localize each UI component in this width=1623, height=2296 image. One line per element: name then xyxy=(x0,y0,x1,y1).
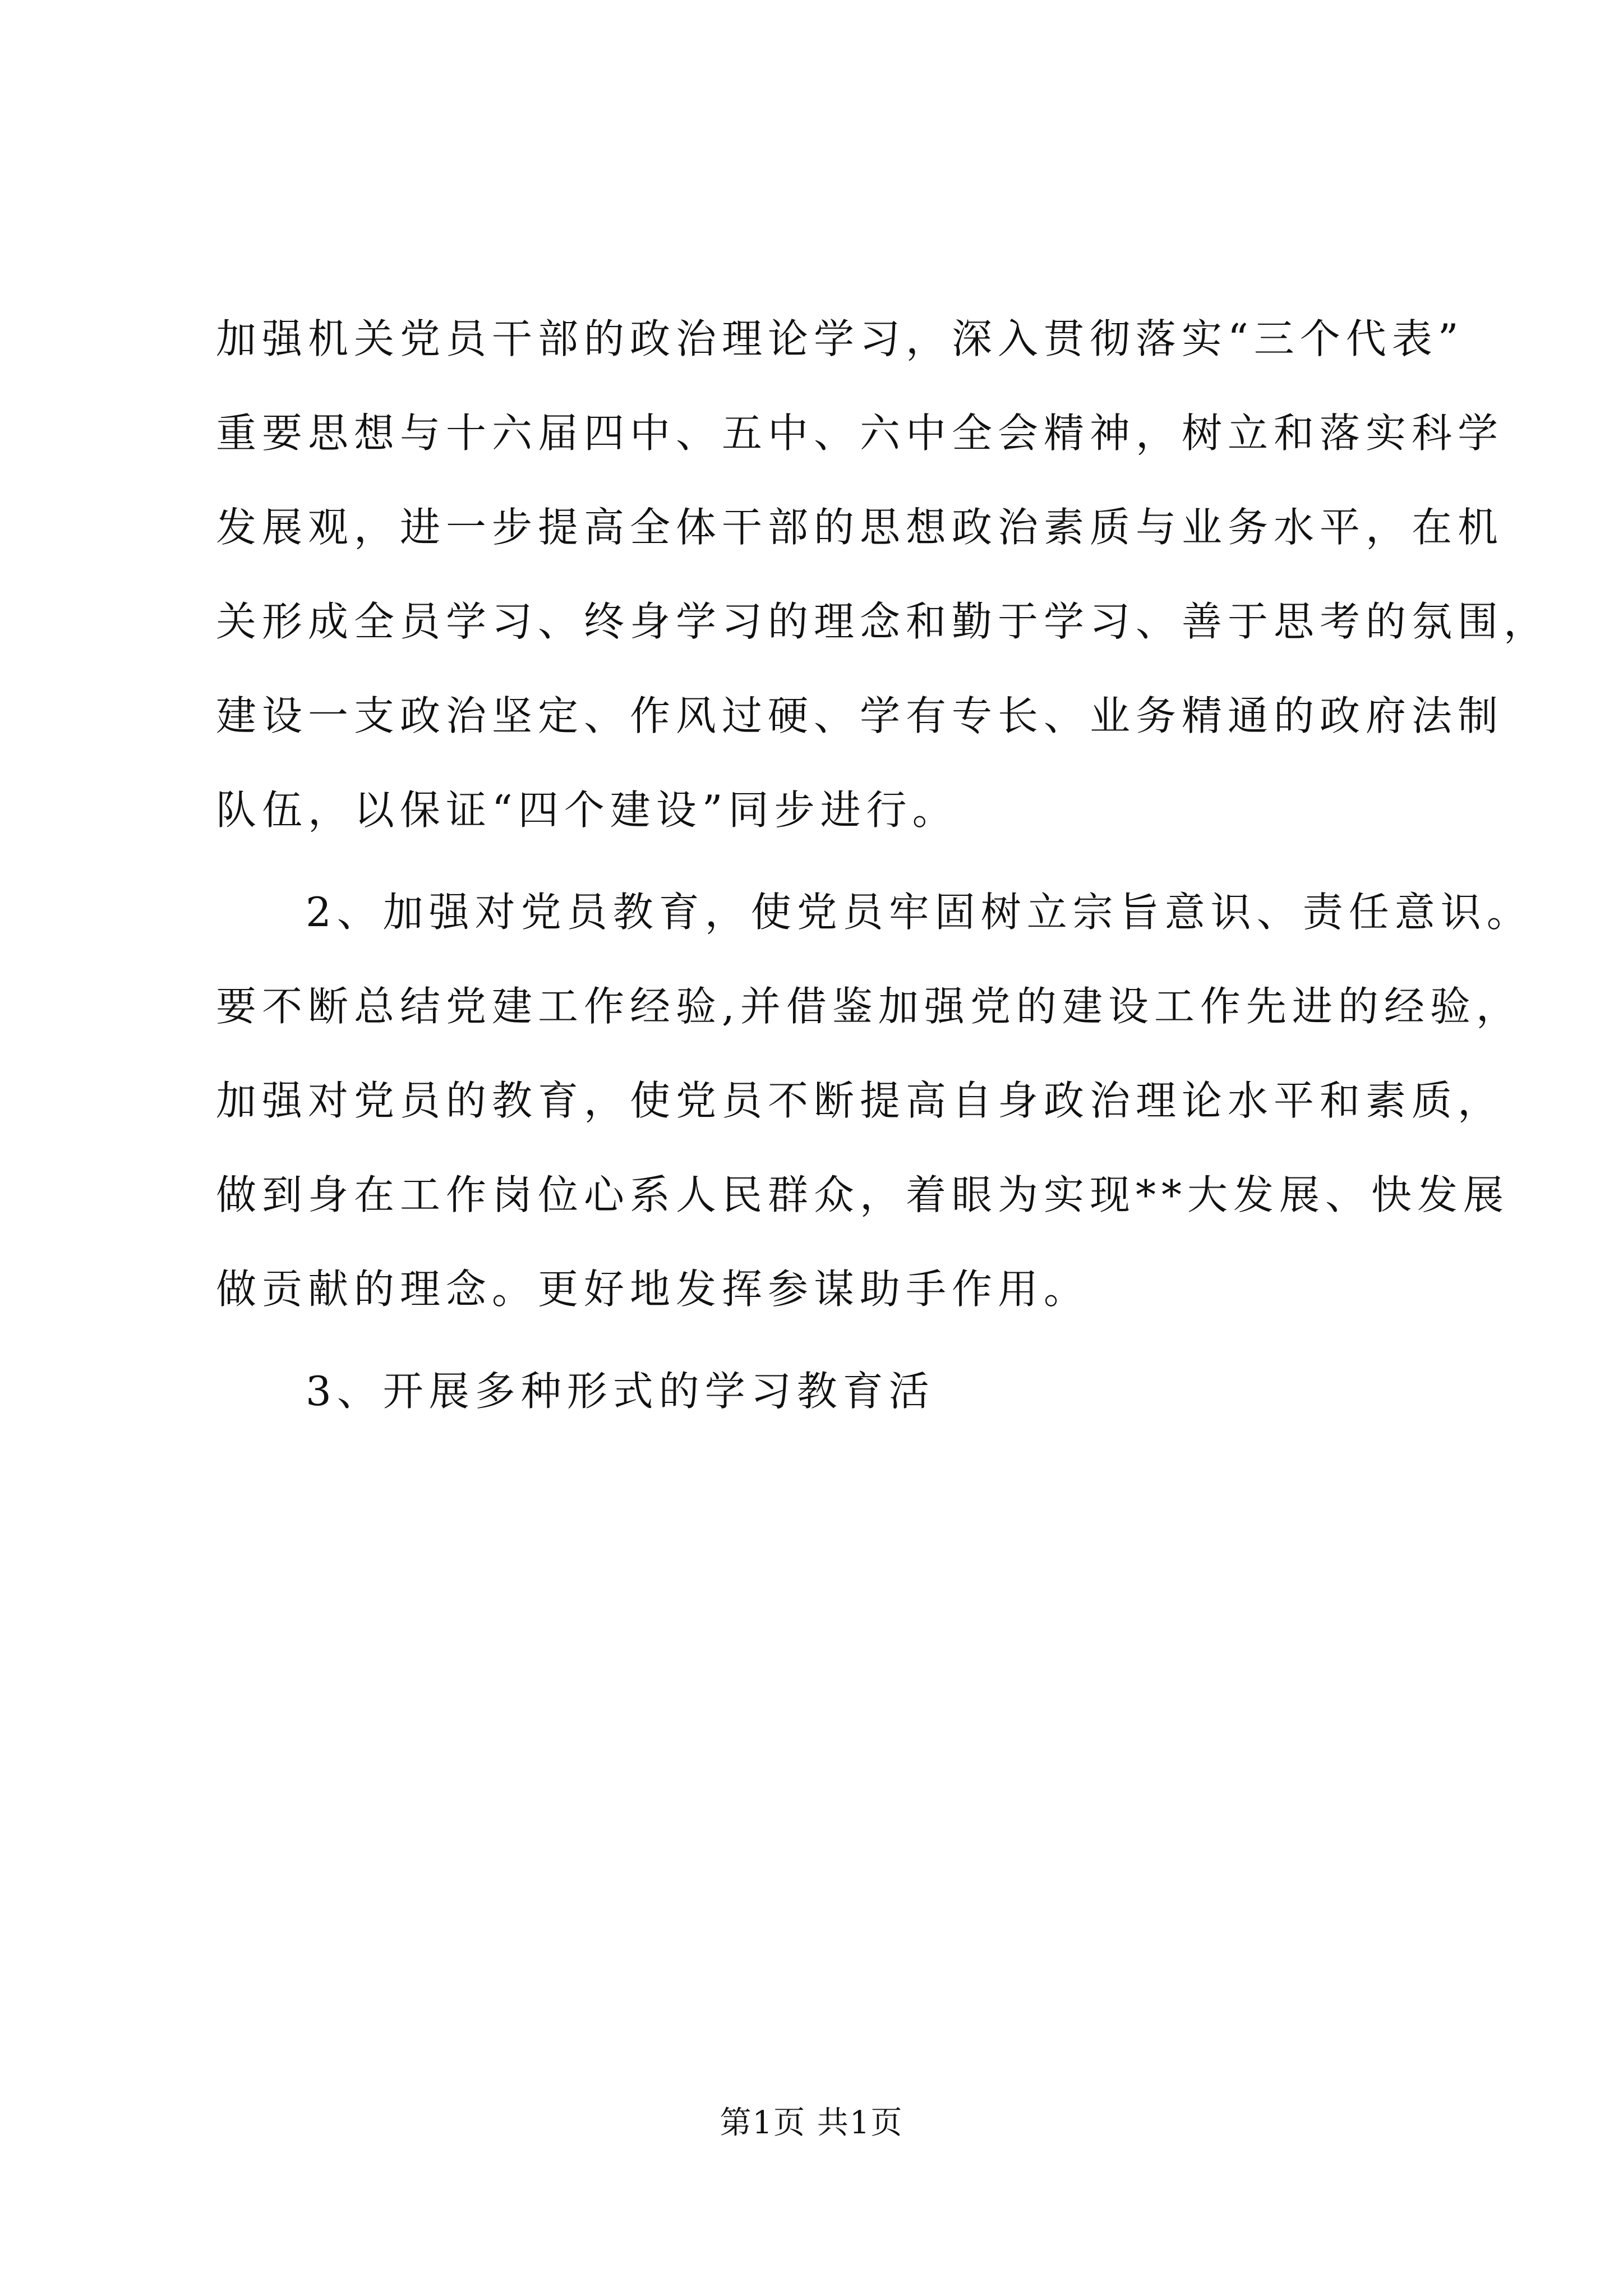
paragraph-spacer xyxy=(216,857,1416,865)
paragraph-spacer xyxy=(216,1336,1416,1344)
page-number-footer: 第1页 共1页 xyxy=(720,2105,903,2141)
document-body xyxy=(216,292,1550,1438)
paragraph-2-line-3: 加强对党员的教育，使党员不断提高自身政治理论水平和素质， xyxy=(216,1077,1504,1124)
paragraph-3-line-1: 3、开展多种形式的学习教育活 xyxy=(306,1368,935,1415)
paragraph-1-line-5: 建设一支政治坚定、作风过硬、学有专长、业务精通的政府法制 xyxy=(216,692,1504,739)
paragraph-1-line-6: 队伍，以保证“四个建设”同步进行。 xyxy=(216,786,958,834)
paragraph-2-line-1: 2、加强对党员教育，使党员牢固树立宗旨意识、责任意识。 xyxy=(306,889,1533,936)
paragraph-1-line-4: 关形成全员学习、终身学习的理念和勤于学习、善于思考的氛围， xyxy=(216,598,1550,645)
paragraph-1-line-2: 重要思想与十六届四中、五中、六中全会精神，树立和落实科学 xyxy=(216,409,1504,457)
paragraph-2-line-4: 做到身在工作岗位心系人民群众，着眼为实现**大发展、快发展 xyxy=(216,1171,1510,1218)
paragraph-1-line-1: 加强机关党员干部的政治理论学习，深入贯彻落实“三个代表” xyxy=(216,315,1464,362)
paragraph-1-line-3: 发展观，进一步提高全体干部的思想政治素质与业务水平，在机 xyxy=(216,504,1504,551)
paragraph-2-line-2: 要不断总结党建工作经验,并借鉴加强党的建设工作先进的经验， xyxy=(216,983,1522,1030)
paragraph-2-line-5: 做贡献的理念。更好地发挥参谋助手作用。 xyxy=(216,1266,1090,1313)
